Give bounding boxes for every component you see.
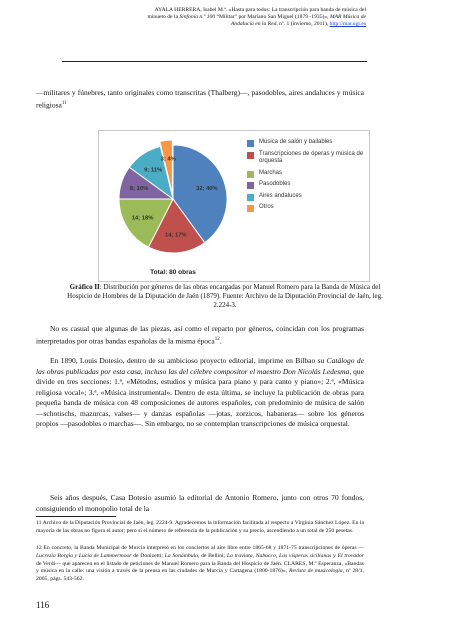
footnote-11: 11 Archivo de la Diputación Provincial de Jaén, leg. 2224-9. Agradecemos la información facilitada al respecto a Virginia Sánchez López. En la mayoría de las obras no figura el autor; pero sí el número de referencia de la publicación y su precio, ascendiendo a un total de 250 pesetas. [36, 520, 364, 534]
chart-total-label: Total: 80 obras [150, 269, 196, 276]
legend-swatch [247, 140, 254, 147]
legend-label: Marchas [259, 169, 283, 176]
legend-swatch [247, 205, 254, 212]
footnote-12: 12 En concreto, la Banda Municipal de Murcia interpretó en los conciertos al aire libre entre 1865-68 y 1871-75 transcripciones de óperas —Lucrezia Borgia y Lucía de Lammermoor de Donizetti; La Sonámbula, de Bellini; La traviata, Nabucco, Las vísperas sicilianas y El trovador de Verdi— que aparecen en el listado de peticiones de Manuel Romero para la Banda del Hospicio de Jaén. CLARES, M.ª Esperanza, «Bandas y música en la calle: una visión a través de la prensa en las ciudades de Murcia y Cartagena (1800-1876)», Revista de musicología, nº 28/1, 2005, págs. 543-562. [36, 545, 365, 583]
header-rule [62, 61, 367, 62]
paragraph-1: No es casual que algunas de las piezas, así como el reparto por géneros, coincidan con los programas interpretados por otras bandas españolas de la misma época$^{12}$. [36, 324, 364, 345]
legend-item [247, 151, 365, 166]
legend-label: Otros [259, 204, 274, 210]
figure-caption [60, 283, 390, 311]
legend-label: Aires andaluces [259, 192, 302, 199]
paragraph-2: En 1890, Louis Dotesio, dentro de su ambicioso proyecto editorial, imprime en Bilbao su Catálogo de las obras publicadas por esta casa, incluso las del célebre compositor el maestro Don Nicolás Ledesma, que divide en tres secciones: 1.ª, «Métodos, estudios y música para piano y para canto y piano»; 2.ª, «Música religiosa vocal»; 3.ª, «Música instrumental». Dentro de esta última, se incluye la publicación de obras para pequeña banda de música con 48 composiciones de autores españoles, con predominio de música de salón —schotischs, mazurcas, valses— y danzas españolas —jotas, zorzicos, habaneras— sobre los géneros propios —pasodobles o marchas—. Sin embargo, no se contemplan transcripciones de música orquestal. [36, 356, 365, 428]
legend-swatch [247, 182, 254, 189]
legend-label: Pasodobles [259, 181, 291, 187]
footnote-ref-11[interactable]: 11 [61, 100, 67, 106]
pie-chart [98, 130, 370, 282]
legend-item [247, 193, 365, 201]
legend-item [247, 181, 365, 189]
legend-item [247, 170, 365, 178]
header-line-3: Andalucía en la Red, nº. 1 (invierno, 2011), http://mar.ugr.es [230, 21, 366, 28]
intro-text: —militares y fúnebres, tanto originales como transcritas (Thalberg)—, pasodobles, aires andaluces y música religiosa$^{11}$ [36, 88, 364, 109]
legend-item [247, 204, 365, 212]
pie-chart-svg [99, 131, 244, 281]
caption-text: : Distribución por géneros de las obras encargadas por Manuel Romero para la Banda de Música del Hospicio de Hombres de la Diputación de Jaén (1879). Fuente: Archivo de la Diputación Provincial de Jaén, leg. 2.224-3. [67, 283, 383, 310]
running-header [62, 7, 366, 29]
slice-data-label: 3; 4% [160, 156, 176, 163]
slice-data-label: 14; 18% [131, 215, 154, 222]
legend-label: Transcripciones de óperas y música de orquesta [259, 150, 364, 164]
legend-swatch [247, 152, 254, 159]
page-number: 116 [36, 600, 50, 610]
paragraph-3: Seis años después, Casa Dotesio asumió la editorial de Antonio Romero, junto con otros 70 fondos, consiguiendo el monopolio total de la [36, 493, 364, 513]
slice-data-label: 32; 40% [196, 185, 218, 192]
legend-swatch [247, 194, 254, 201]
legend-item [247, 139, 365, 147]
header-line-1: AYALA HERRERA, Isabel M.ª. «Hasta para todos: La transcripción para banda de música del [154, 7, 366, 13]
footnote-rule [36, 516, 116, 517]
caption-label: Gráfico II [69, 283, 100, 291]
journal-link[interactable]: http://mar.ugr.es [329, 21, 366, 28]
chart-legend [247, 139, 365, 216]
legend-swatch [247, 171, 254, 178]
slice-data-label: 8; 10% [129, 185, 149, 192]
footnote-ref-12[interactable]: 12 [214, 336, 220, 342]
legend-label: Música de salón y bailables [259, 139, 333, 145]
slice-data-label: 9; 11% [144, 167, 163, 174]
slice-data-label: 14; 17% [164, 232, 187, 239]
header-line-2: minueto de la Sinfonía n.º 100 “Militar” por Mariano San Miguel (1879 -1935)», MAR Música de [147, 14, 366, 21]
